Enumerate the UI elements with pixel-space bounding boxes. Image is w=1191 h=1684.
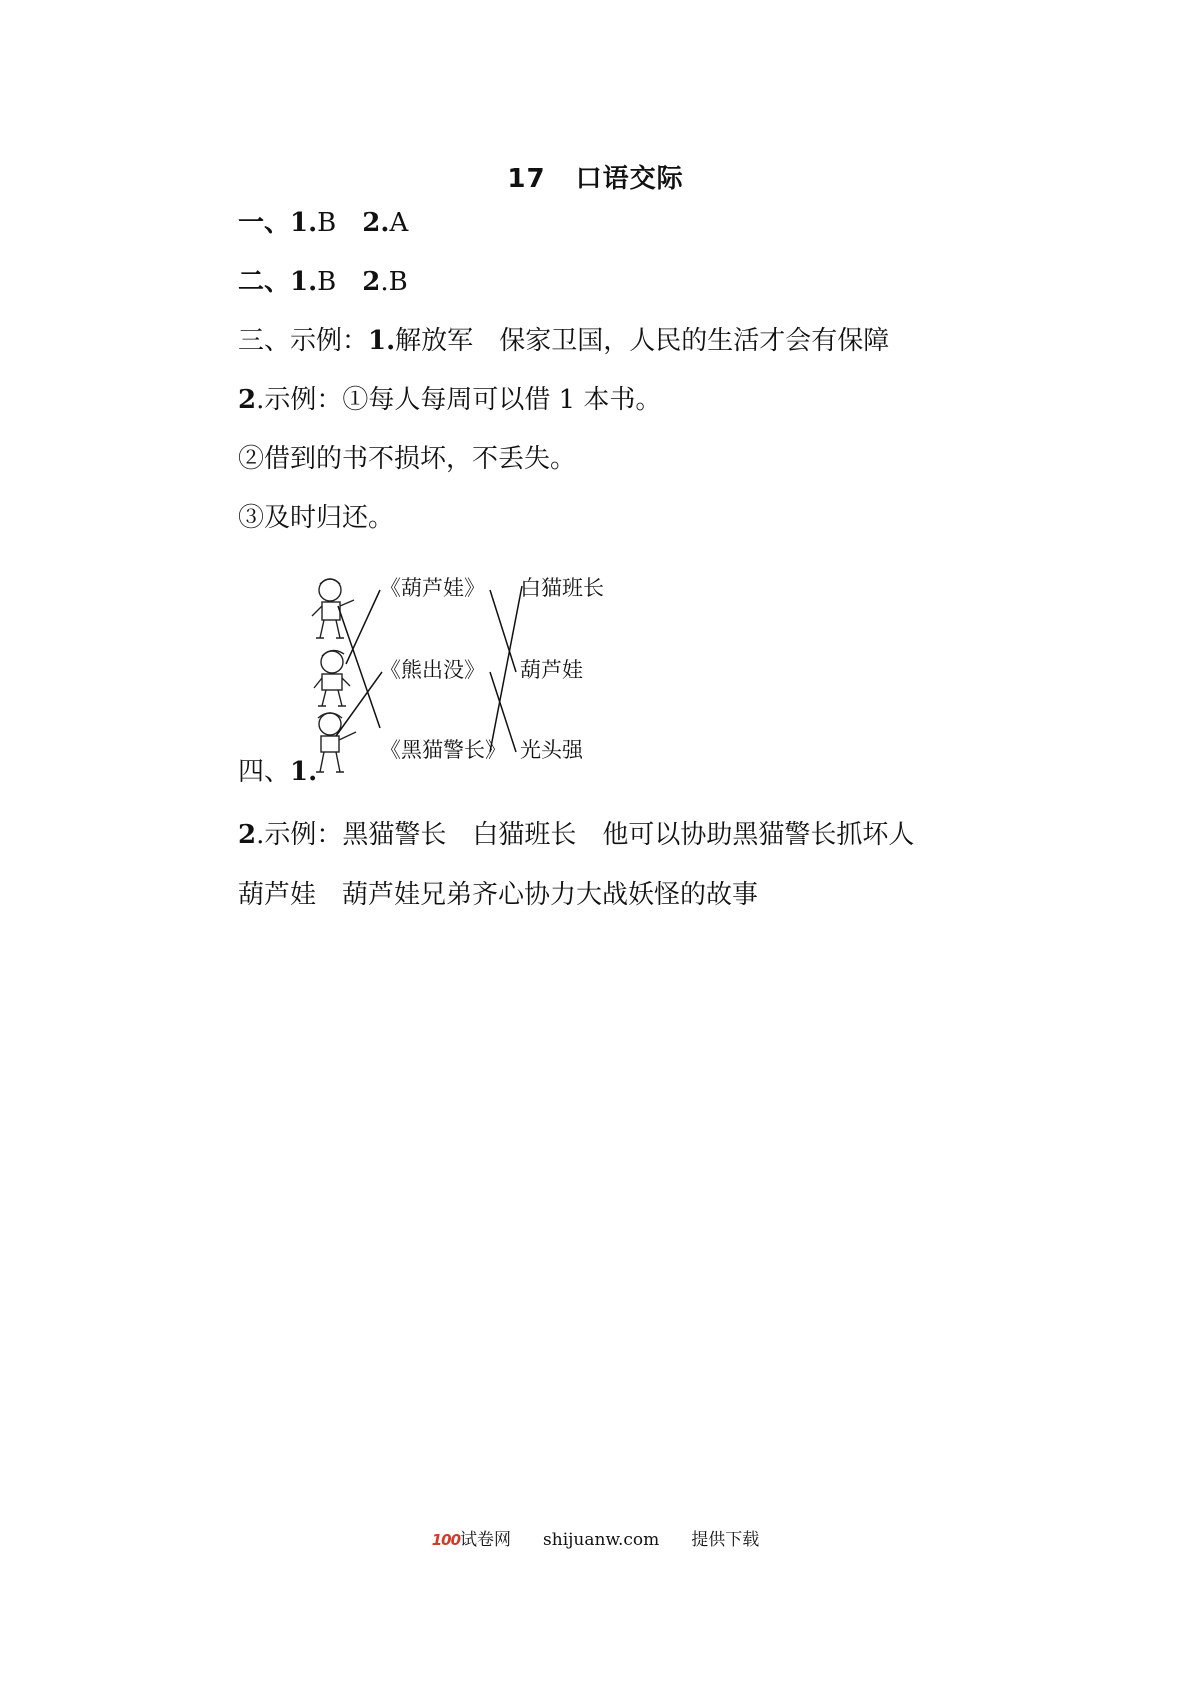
section-2-prefix: 二、: [238, 267, 291, 297]
section-4-q2-mid: 白猫班长: [472, 820, 577, 850]
section-1-q1-answer: B: [317, 208, 337, 238]
section-4-q2-num: 2: [238, 820, 257, 850]
page-footer: [0, 1525, 1191, 1550]
middle-item-2: 《熊出没》: [380, 658, 485, 682]
match-line-char3-book2: [336, 672, 382, 736]
section-3-q2-num: 2: [238, 385, 257, 415]
character-figure-3: [316, 713, 356, 772]
section-4-q2-text: .示例：黑猫警长: [256, 820, 447, 850]
section-3-q1-text: 解放军: [395, 326, 474, 356]
section-4-prefix: 四、: [238, 757, 291, 787]
right-item-3: 光头强: [520, 738, 583, 762]
answer-section-1: [238, 208, 408, 238]
site-name: 试卷网: [460, 1530, 512, 1550]
section-1-q2-answer: A: [389, 208, 409, 238]
section-3-q2-text: .示例：①每人每周可以借 1 本书。: [256, 385, 662, 415]
section-4-q2-line2-b: 葫芦娃兄弟齐心协力大战妖怪的故事: [342, 880, 759, 910]
section-1-prefix: 一、: [238, 208, 291, 238]
right-item-2: 葫芦娃: [520, 658, 583, 682]
section-4-q2-end: 他可以协助黑猫警长抓坏人: [602, 820, 915, 850]
section-3-q1-num: 1.: [368, 326, 396, 356]
section-2-q2-num: 2: [362, 267, 381, 297]
match-line-char1-book3: [338, 606, 380, 728]
answer-section-3: [238, 326, 889, 356]
answer-section-3-q2-item3: ③及时归还。: [238, 503, 395, 533]
middle-item-1: 《葫芦娃》: [380, 576, 485, 600]
answer-section-3-q2: [238, 385, 661, 415]
section-4-q1-num: 1.: [290, 757, 318, 787]
answer-section-4-q2: [238, 820, 914, 850]
section-3-q1-rest: 保家卫国，人民的生活才会有保障: [499, 326, 890, 356]
match-line-book1-right2: [490, 590, 516, 672]
section-2-q1-num: 1.: [290, 267, 318, 297]
section-1-q1-num: 1.: [290, 208, 318, 238]
download-note: 提供下载: [691, 1530, 760, 1550]
section-2-q2-answer: .B: [380, 267, 408, 297]
site-logo: 100: [431, 1531, 461, 1549]
lesson-number: 17: [507, 164, 546, 194]
section-4-q2-line2-a: 葫芦娃: [238, 880, 317, 910]
section-2-q1-answer: B: [317, 267, 337, 297]
answer-section-4-q2-line2: [238, 880, 758, 910]
matching-diagram: [310, 576, 670, 786]
character-figure-1: [312, 579, 354, 638]
match-line-book3-right1: [490, 586, 522, 752]
page-title: [0, 158, 1191, 195]
lesson-title: 口语交际: [575, 164, 684, 194]
answer-section-3-q2-item2: ②借到的书不损坏，不丢失。: [238, 444, 577, 474]
right-item-1: 白猫班长: [520, 576, 604, 600]
answer-section-4: [238, 757, 317, 787]
site-url: shijuanw.com: [543, 1530, 660, 1550]
middle-item-3: 《黑猫警长》: [380, 738, 506, 762]
section-1-q2-num: 2.: [362, 208, 390, 238]
section-3-prefix: 三、示例：: [238, 326, 369, 356]
answer-section-2: [238, 267, 408, 297]
character-figure-2: [314, 650, 350, 706]
